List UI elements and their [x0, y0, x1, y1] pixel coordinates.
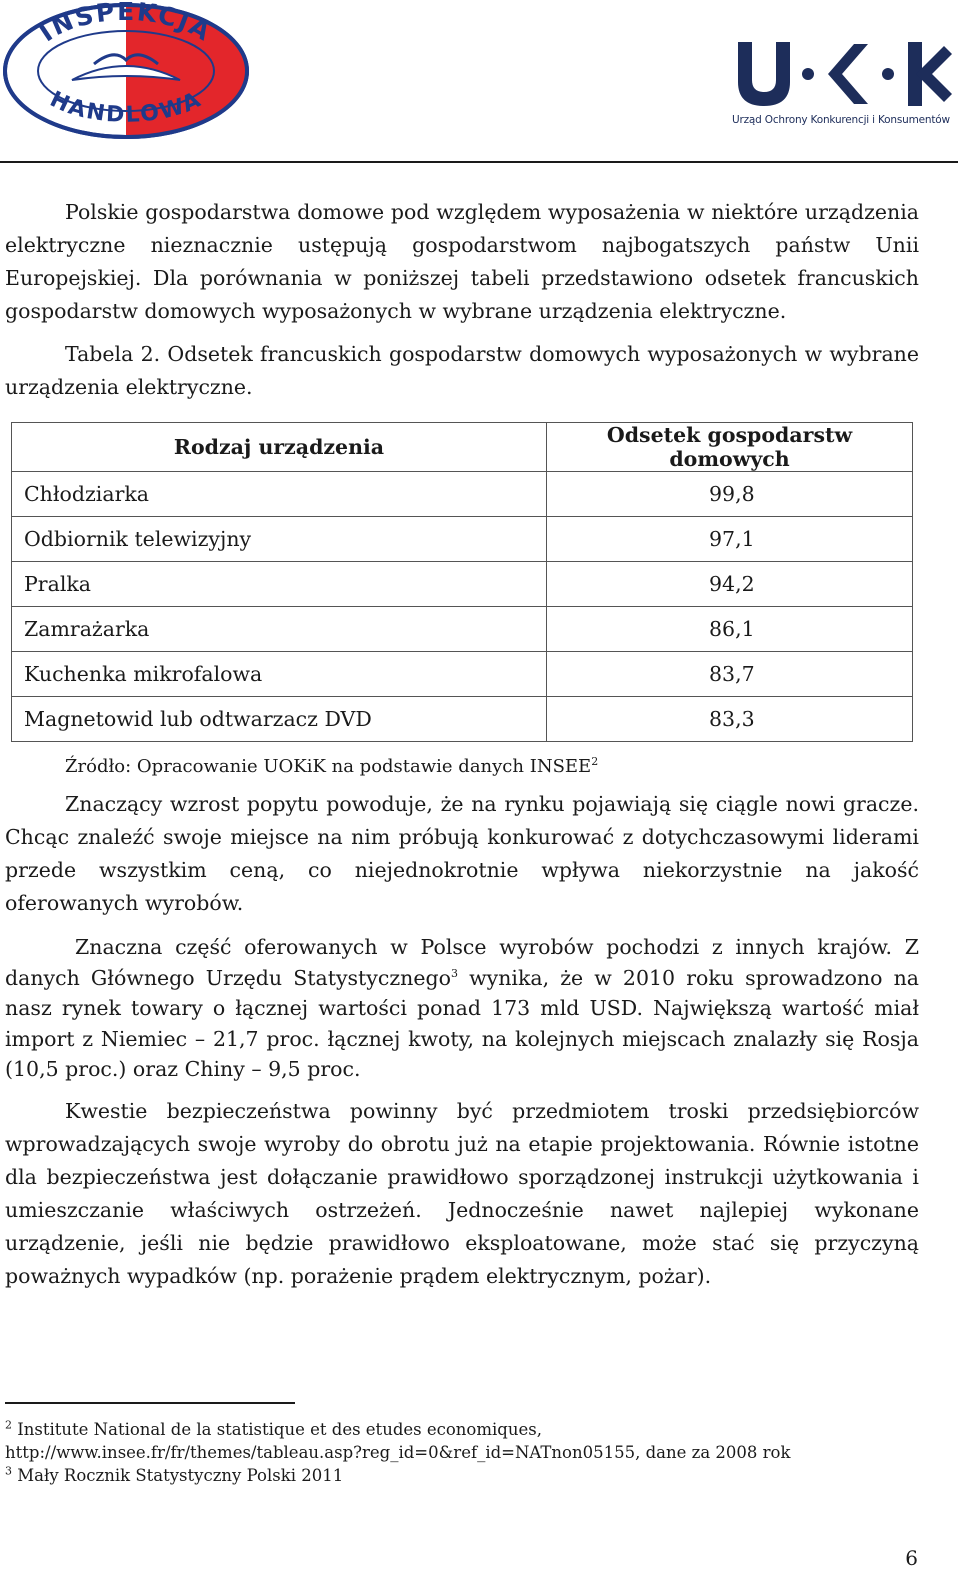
footnote-2-url[interactable]: http://www.insee.fr/fr/themes/tableau.asp?reg_id=0&ref_id=NATnon05155, dane za 2008 rok — [5, 1443, 791, 1462]
page-number: 6 — [905, 1546, 918, 1570]
table-source — [5, 754, 919, 780]
source-text: Źródło: Opracowanie UOKiK na podstawie danych INSEE — [65, 756, 592, 777]
footnotes — [5, 1418, 915, 1487]
paragraph-3-part-1: Znaczna część oferowanych w Polsce wyrobów pochodzi z innych krajów. Z danych Głównego Urzędu Statystycznego — [5, 935, 919, 990]
table-caption: Tabela 2. Odsetek francuskich gospodarstw domowych wyposażonych w wybrane urządzenia elektryczne. — [5, 342, 919, 399]
table-row — [12, 517, 913, 562]
column-header-device: Rodzaj urządzenia — [12, 423, 547, 472]
column-header-percent: Odsetek gospodarstw domowych — [547, 423, 913, 472]
uokik-mark — [730, 36, 954, 110]
footnote-3 — [5, 1464, 915, 1487]
paragraph-2: Znaczący wzrost popytu powoduje, że na rynku pojawiają się ciągle nowi gracze. Chcąc znaleźć swoje miejsce na nim próbują konkurować z dotychczasowymi liderami przede wszystkim ceną, co niejednokrotnie wpływa niekorzystnie na jakość oferowanych wyrobów. — [5, 792, 919, 915]
household-percent: 99,8 — [547, 472, 913, 517]
paragraph-3 — [5, 932, 919, 1085]
device-name: Magnetowid lub odtwarzacz DVD — [12, 697, 547, 742]
footnote-3-marker: 3 — [5, 1464, 12, 1478]
footnote-2-marker: 2 — [5, 1418, 12, 1432]
logo-top-text: INSPEKCJA — [33, 2, 218, 48]
footnote-3-line-1: Mały Rocznik Statystyczny Polski 2011 — [17, 1466, 344, 1485]
footnote-ref-3[interactable]: 3 — [450, 966, 458, 980]
table-row — [12, 652, 913, 697]
device-name: Zamrażarka — [12, 607, 547, 652]
appliance-table — [11, 422, 913, 742]
paragraph-1: Polskie gospodarstwa domowe pod względem wyposażenia w niektóre urządzenia elektryczne nieznacznie ustępują gospodarstwom najbogatszych państw Unii Europejskiej. Dla porównania w poniższej tabeli przedstawiono odsetek francuskich gospodarstw domowych wyposażonych w wybrane urządzenia elektryczne. — [5, 200, 919, 323]
household-percent: 83,7 — [547, 652, 913, 697]
page-header — [0, 0, 960, 164]
household-percent: 97,1 — [547, 517, 913, 562]
household-percent: 83,3 — [547, 697, 913, 742]
household-percent: 86,1 — [547, 607, 913, 652]
table-header-row — [12, 423, 913, 472]
footnote-ref-2[interactable]: 2 — [591, 755, 599, 768]
device-name: Chłodziarka — [12, 472, 547, 517]
uokik-caption: Urząd Ochrony Konkurencji i Konsumentów — [732, 114, 950, 126]
device-name: Pralka — [12, 562, 547, 607]
footnote-2 — [5, 1418, 915, 1441]
table-row — [12, 562, 913, 607]
footnote-divider — [5, 1402, 295, 1404]
table-row — [12, 607, 913, 652]
table-row — [12, 472, 913, 517]
paragraph-3-part-2: wynika, że w 2010 roku sprowadzono na nasz rynek towary o łącznej wartości ponad 173 mld USD. Największą wartość miał import z Niemiec – 21,7 proc. łącznej kwoty, na kolejnych miejscach znalazły się Rosja (10,5 proc.) oraz Chiny – 9,5 proc. — [5, 965, 919, 1081]
device-name: Kuchenka mikrofalowa — [12, 652, 547, 697]
document-body — [5, 196, 919, 1293]
household-percent: 94,2 — [547, 562, 913, 607]
header-divider — [0, 161, 958, 163]
inspekcja-handlowa-logo — [2, 2, 250, 140]
table-row — [12, 697, 913, 742]
device-name: Odbiornik telewizyjny — [12, 517, 547, 562]
logo-bottom-text: HANDLOWA — [45, 86, 207, 128]
footnote-2-line-1: Institute National de la statistique et des etudes economiques, — [17, 1420, 542, 1439]
uokik-logo — [730, 36, 954, 136]
paragraph-4: Kwestie bezpieczeństwa powinny być przedmiotem troski przedsiębiorców wprowadzających swoje wyroby do obrotu już na etapie projektowania. Równie istotne dla bezpieczeństwa jest dołączanie prawidłowo sporządzonej instrukcji użytkowania i umieszczanie właściwych ostrzeżeń. Jednocześnie nawet najlepiej wykonane urządzenie, jeśli nie będzie prawidłowo eksploatowane, może stać się przyczyną poważnych wypadków (np. porażenie prądem elektrycznym, pożar). — [5, 1098, 919, 1288]
